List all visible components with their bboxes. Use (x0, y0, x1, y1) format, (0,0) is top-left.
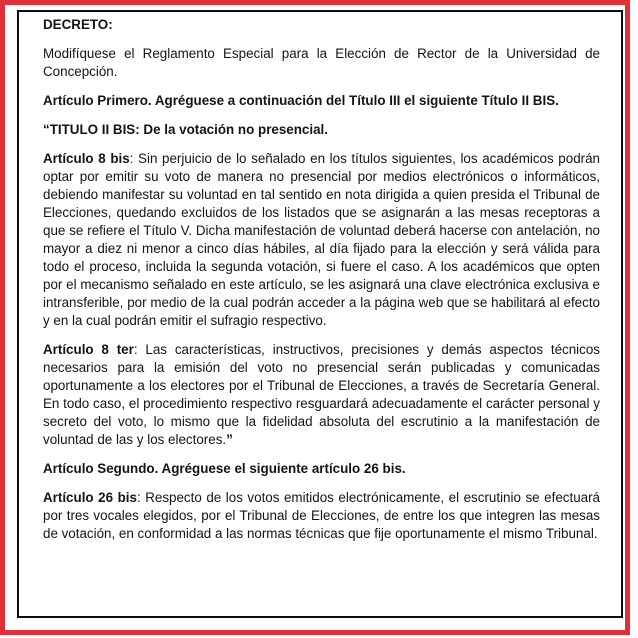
closing-quote-mark: ” (226, 432, 233, 447)
paragraph-articulo-26-bis (43, 489, 600, 543)
paragraph-articulo-segundo: Artículo Segundo. Agréguese el siguiente artículo 26 bis. (43, 461, 406, 476)
decree-document (17, 10, 623, 618)
paragraph-modificacion: Modifíquese el Reglamento Especial para la Elección de Rector de la Universidad de Concepción. (43, 46, 600, 79)
articulo-8-bis-text: : Sin perjuicio de lo señalado en los títulos siguientes, los académicos podrán optar por emitir su voto de manera no presencial por medios electrónicos o informáticos, debiendo manifestar su voluntad en tal sentido en nota dirigida a quien presida el Tribunal de Elecciones, quedando excluidos de los listados que se asignarán a las mesas receptoras a que se refiere el Título V. Dicha manifestación de voluntad deberá hacerse con antelación, no mayor a diez ni menor a cinco días hábiles, al día fijado para la elección y será válida para todo el proceso, incluida la segunda votación, si fuere el caso. A los académicos que opten por el mecanismo señalado en este artículo, se les asignará una clave electrónica exclusiva e intransferible, por medio de la cual podrán acceder a la página web que se habilitará al efecto y en la cual podrán emitir el sufragio respectivo. (43, 151, 600, 328)
articulo-8-ter-label: Artículo 8 ter (43, 342, 134, 357)
articulo-8-bis-label: Artículo 8 bis (43, 151, 130, 166)
paragraph-articulo-8-bis (43, 150, 600, 330)
paragraph-articulo-primero: Artículo Primero. Agréguese a continuación del Título III el siguiente Título II BIS. (43, 93, 559, 108)
articulo-26-bis-text: : Respecto de los votos emitidos electrónicamente, el escrutinio se efectuará por tres vocales elegidos, por el Tribunal de Elecciones, de entre los que integren las mesas de votación, en conformidad a las normas técnicas que fije oportunamente el mismo Tribunal. (43, 490, 600, 541)
paragraph-articulo-8-ter (43, 341, 600, 449)
decree-heading: DECRETO: (43, 17, 113, 32)
paragraph-titulo-ii-bis: “TITULO II BIS: De la votación no presencial. (43, 122, 328, 137)
articulo-8-ter-text: : Las características, instructivos, precisiones y demás aspectos técnicos necesarios para la emisión del voto no presencial serán publicadas y comunicadas oportunamente a los electores por el Tribunal de Elecciones, a través de Secretaría General. En todo caso, el procedimiento respectivo resguardará adecuadamente el carácter personal y secreto del voto, lo mismo que la fidelidad absoluta del escrutinio a la manifestación de voluntad de las y los electores. (43, 342, 600, 447)
articulo-26-bis-label: Artículo 26 bis (43, 490, 137, 505)
